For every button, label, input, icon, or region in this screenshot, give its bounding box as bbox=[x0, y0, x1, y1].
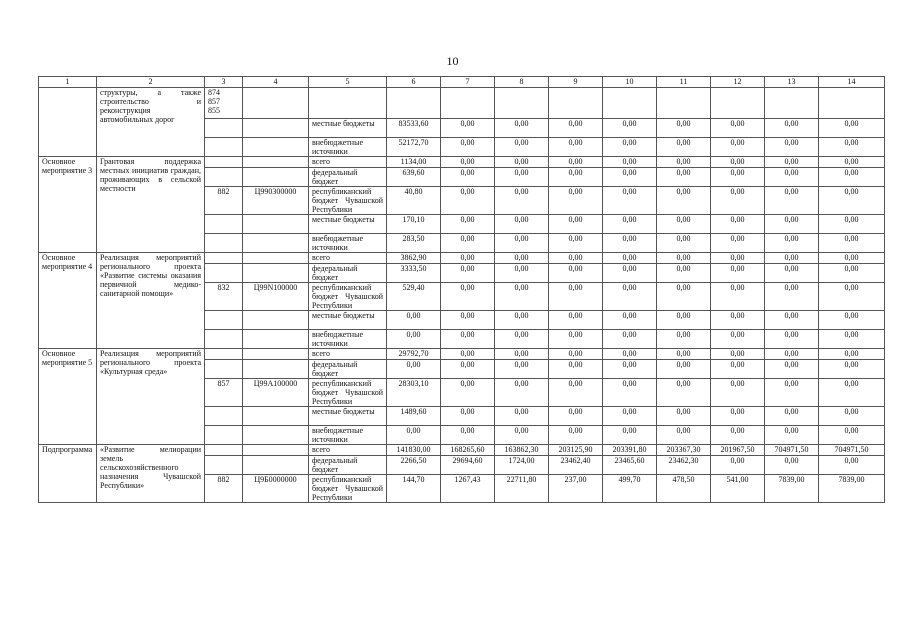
value-cell: 0,00 bbox=[819, 379, 885, 407]
budget-code-cell: 857 bbox=[205, 379, 243, 407]
event-name-cell: «Развитие мелиорации земель сельскохозяйственного назначения Чувашской Республики» bbox=[97, 445, 205, 503]
value-cell bbox=[765, 88, 819, 119]
value-cell: 0,00 bbox=[711, 330, 765, 349]
budget-code: 855 bbox=[208, 106, 220, 115]
value-cell: 0,00 bbox=[603, 253, 657, 264]
page-number: 10 bbox=[446, 54, 459, 68]
value-cell: 0,00 bbox=[711, 456, 765, 475]
value-cell: 0,00 bbox=[657, 215, 711, 234]
value-cell: 0,00 bbox=[711, 349, 765, 360]
value-cell: 0,00 bbox=[495, 187, 549, 215]
value-cell: 0,00 bbox=[711, 253, 765, 264]
source-cell: внебюджетные источники bbox=[309, 138, 387, 157]
source-cell: местные бюджеты bbox=[309, 407, 387, 426]
value-cell: 0,00 bbox=[603, 407, 657, 426]
value-cell: 23465,60 bbox=[603, 456, 657, 475]
value-cell: 0,00 bbox=[711, 187, 765, 215]
source-cell: местные бюджеты bbox=[309, 311, 387, 330]
value-cell: 0,00 bbox=[657, 138, 711, 157]
value-cell: 1267,43 bbox=[441, 475, 495, 503]
target-code-cell bbox=[243, 253, 309, 264]
column-number: 1 bbox=[39, 77, 97, 88]
value-cell: 0,00 bbox=[549, 330, 603, 349]
value-cell: 0,00 bbox=[765, 264, 819, 283]
value-cell: 0,00 bbox=[549, 407, 603, 426]
value-cell bbox=[495, 88, 549, 119]
value-cell: 0,00 bbox=[549, 234, 603, 253]
value-cell: 639,60 bbox=[387, 168, 441, 187]
value-cell: 0,00 bbox=[549, 349, 603, 360]
value-cell: 7839,00 bbox=[765, 475, 819, 503]
target-code-cell bbox=[243, 407, 309, 426]
target-code-cell bbox=[243, 330, 309, 349]
source-cell: внебюджетные источники bbox=[309, 234, 387, 253]
column-number: 7 bbox=[441, 77, 495, 88]
value-cell: 0,00 bbox=[657, 407, 711, 426]
value-cell: 0,00 bbox=[765, 157, 819, 168]
value-cell: 704971,50 bbox=[819, 445, 885, 456]
value-cell: 704971,50 bbox=[765, 445, 819, 456]
value-cell: 0,00 bbox=[765, 426, 819, 445]
source-cell: республиканский бюджет Чувашской Республики bbox=[309, 283, 387, 311]
target-code-cell bbox=[243, 349, 309, 360]
value-cell: 0,00 bbox=[495, 311, 549, 330]
value-cell: 23462,30 bbox=[657, 456, 711, 475]
event-name-cell: Реализация мероприятий регионального проекта «Культурная среда» bbox=[97, 349, 205, 445]
value-cell bbox=[549, 88, 603, 119]
target-code-cell bbox=[243, 456, 309, 475]
budget-table bbox=[38, 76, 885, 503]
value-cell: 29694,60 bbox=[441, 456, 495, 475]
value-cell: 0,00 bbox=[495, 264, 549, 283]
value-cell: 0,00 bbox=[657, 157, 711, 168]
table-body bbox=[39, 88, 885, 503]
value-cell: 0,00 bbox=[657, 330, 711, 349]
event-type-cell: Основное мероприятие 5 bbox=[39, 349, 97, 445]
value-cell: 0,00 bbox=[495, 379, 549, 407]
budget-code-cell bbox=[205, 138, 243, 157]
target-code-cell bbox=[243, 157, 309, 168]
value-cell: 0,00 bbox=[819, 311, 885, 330]
value-cell: 0,00 bbox=[549, 168, 603, 187]
value-cell: 0,00 bbox=[711, 168, 765, 187]
column-number: 2 bbox=[97, 77, 205, 88]
value-cell: 0,00 bbox=[441, 264, 495, 283]
value-cell: 0,00 bbox=[657, 264, 711, 283]
target-code-cell: Ц99N100000 bbox=[243, 283, 309, 311]
event-type-cell: Основное мероприятие 4 bbox=[39, 253, 97, 349]
value-cell: 0,00 bbox=[603, 157, 657, 168]
target-code-cell bbox=[243, 119, 309, 138]
source-cell: внебюджетные источники bbox=[309, 426, 387, 445]
column-number: 5 bbox=[309, 77, 387, 88]
source-cell: внебюджетные источники bbox=[309, 330, 387, 349]
value-cell: 0,00 bbox=[549, 360, 603, 379]
event-type-cell bbox=[39, 88, 97, 157]
value-cell: 0,00 bbox=[765, 187, 819, 215]
budget-code-cell bbox=[205, 330, 243, 349]
budget-code-cell bbox=[205, 157, 243, 168]
value-cell: 0,00 bbox=[711, 379, 765, 407]
value-cell: 0,00 bbox=[495, 168, 549, 187]
value-cell: 0,00 bbox=[603, 187, 657, 215]
target-code-cell bbox=[243, 360, 309, 379]
value-cell: 0,00 bbox=[657, 168, 711, 187]
value-cell: 0,00 bbox=[765, 349, 819, 360]
budget-code-cell bbox=[205, 426, 243, 445]
value-cell: 0,00 bbox=[387, 330, 441, 349]
target-code-cell bbox=[243, 426, 309, 445]
value-cell: 0,00 bbox=[495, 215, 549, 234]
column-number: 14 bbox=[819, 77, 885, 88]
value-cell: 0,00 bbox=[711, 234, 765, 253]
target-code-cell: Ц990300000 bbox=[243, 187, 309, 215]
value-cell: 0,00 bbox=[765, 360, 819, 379]
column-number: 9 bbox=[549, 77, 603, 88]
value-cell: 0,00 bbox=[603, 215, 657, 234]
value-cell: 168265,60 bbox=[441, 445, 495, 456]
value-cell: 0,00 bbox=[495, 157, 549, 168]
value-cell: 3862,90 bbox=[387, 253, 441, 264]
value-cell: 0,00 bbox=[441, 168, 495, 187]
source-cell: федеральный бюджет bbox=[309, 264, 387, 283]
budget-code-cell: 882 bbox=[205, 475, 243, 503]
source-cell: местные бюджеты bbox=[309, 119, 387, 138]
value-cell: 0,00 bbox=[441, 330, 495, 349]
value-cell: 0,00 bbox=[819, 456, 885, 475]
value-cell bbox=[387, 88, 441, 119]
value-cell: 0,00 bbox=[711, 407, 765, 426]
value-cell: 0,00 bbox=[711, 157, 765, 168]
value-cell: 0,00 bbox=[603, 119, 657, 138]
budget-code-cell bbox=[205, 407, 243, 426]
target-code-cell bbox=[243, 215, 309, 234]
budget-code-cell bbox=[205, 215, 243, 234]
value-cell: 0,00 bbox=[657, 379, 711, 407]
value-cell: 29792,70 bbox=[387, 349, 441, 360]
budget-code-cell: 882 bbox=[205, 187, 243, 215]
value-cell: 0,00 bbox=[441, 379, 495, 407]
target-code-cell bbox=[243, 445, 309, 456]
value-cell: 0,00 bbox=[819, 330, 885, 349]
source-cell: федеральный бюджет bbox=[309, 456, 387, 475]
target-code-cell bbox=[243, 168, 309, 187]
value-cell: 0,00 bbox=[819, 407, 885, 426]
value-cell: 0,00 bbox=[711, 311, 765, 330]
value-cell: 0,00 bbox=[711, 138, 765, 157]
value-cell: 0,00 bbox=[603, 360, 657, 379]
budget-code-cell bbox=[205, 88, 243, 119]
value-cell: 0,00 bbox=[603, 311, 657, 330]
value-cell: 0,00 bbox=[441, 283, 495, 311]
value-cell: 203367,30 bbox=[657, 445, 711, 456]
value-cell: 52172,70 bbox=[387, 138, 441, 157]
value-cell: 201967,50 bbox=[711, 445, 765, 456]
budget-code: 874 bbox=[208, 88, 220, 97]
event-type-cell: Основное мероприятие 3 bbox=[39, 157, 97, 253]
column-number-row bbox=[39, 77, 885, 88]
value-cell: 7839,00 bbox=[819, 475, 885, 503]
budget-code-cell bbox=[205, 349, 243, 360]
value-cell: 0,00 bbox=[387, 426, 441, 445]
value-cell: 0,00 bbox=[603, 138, 657, 157]
column-number: 10 bbox=[603, 77, 657, 88]
value-cell: 0,00 bbox=[711, 426, 765, 445]
column-number: 13 bbox=[765, 77, 819, 88]
value-cell: 0,00 bbox=[657, 360, 711, 379]
value-cell: 0,00 bbox=[441, 426, 495, 445]
source-cell: республиканский бюджет Чувашской Республики bbox=[309, 475, 387, 503]
value-cell: 141830,00 bbox=[387, 445, 441, 456]
source-cell: федеральный бюджет bbox=[309, 360, 387, 379]
source-cell: местные бюджеты bbox=[309, 215, 387, 234]
value-cell bbox=[819, 88, 885, 119]
budget-code-cell bbox=[205, 264, 243, 283]
value-cell: 83533,60 bbox=[387, 119, 441, 138]
column-number: 3 bbox=[205, 77, 243, 88]
value-cell: 0,00 bbox=[711, 215, 765, 234]
budget-code-cell bbox=[205, 234, 243, 253]
value-cell: 0,00 bbox=[765, 407, 819, 426]
table-row bbox=[39, 157, 885, 168]
source-cell: всего bbox=[309, 157, 387, 168]
value-cell: 0,00 bbox=[819, 360, 885, 379]
source-cell: всего bbox=[309, 349, 387, 360]
value-cell: 0,00 bbox=[819, 138, 885, 157]
value-cell: 0,00 bbox=[765, 119, 819, 138]
value-cell: 237,00 bbox=[549, 475, 603, 503]
value-cell: 0,00 bbox=[711, 264, 765, 283]
value-cell: 0,00 bbox=[603, 349, 657, 360]
value-cell: 0,00 bbox=[819, 349, 885, 360]
target-code-cell bbox=[243, 311, 309, 330]
value-cell: 0,00 bbox=[495, 234, 549, 253]
source-cell: республиканский бюджет Чувашской Республики bbox=[309, 379, 387, 407]
value-cell: 0,00 bbox=[657, 234, 711, 253]
source-cell: федеральный бюджет bbox=[309, 168, 387, 187]
target-code-cell bbox=[243, 88, 309, 119]
value-cell: 28303,10 bbox=[387, 379, 441, 407]
value-cell: 0,00 bbox=[495, 407, 549, 426]
target-code-cell: Ц9Б0000000 bbox=[243, 475, 309, 503]
value-cell: 0,00 bbox=[441, 119, 495, 138]
value-cell: 0,00 bbox=[549, 426, 603, 445]
value-cell bbox=[603, 88, 657, 119]
budget-code-cell bbox=[205, 456, 243, 475]
target-code-cell bbox=[243, 264, 309, 283]
column-number: 4 bbox=[243, 77, 309, 88]
value-cell: 0,00 bbox=[603, 283, 657, 311]
event-name-cell: структуры, а также строительство и реконструкция автомобильных дорог bbox=[97, 88, 205, 157]
value-cell: 0,00 bbox=[819, 426, 885, 445]
value-cell: 0,00 bbox=[765, 283, 819, 311]
value-cell: 0,00 bbox=[603, 234, 657, 253]
value-cell: 0,00 bbox=[549, 311, 603, 330]
value-cell bbox=[657, 88, 711, 119]
target-code-cell bbox=[243, 234, 309, 253]
value-cell: 0,00 bbox=[549, 253, 603, 264]
budget-code-cell bbox=[205, 445, 243, 456]
value-cell: 0,00 bbox=[819, 253, 885, 264]
value-cell: 0,00 bbox=[819, 187, 885, 215]
value-cell: 0,00 bbox=[657, 119, 711, 138]
value-cell: 0,00 bbox=[765, 311, 819, 330]
value-cell: 0,00 bbox=[495, 360, 549, 379]
value-cell: 0,00 bbox=[441, 349, 495, 360]
value-cell: 0,00 bbox=[549, 379, 603, 407]
target-code-cell bbox=[243, 138, 309, 157]
value-cell: 0,00 bbox=[657, 311, 711, 330]
column-number: 12 bbox=[711, 77, 765, 88]
value-cell: 529,40 bbox=[387, 283, 441, 311]
value-cell: 0,00 bbox=[441, 360, 495, 379]
event-type-cell: Подпрограмма bbox=[39, 445, 97, 503]
budget-code-cell bbox=[205, 119, 243, 138]
source-cell: всего bbox=[309, 445, 387, 456]
value-cell: 0,00 bbox=[495, 253, 549, 264]
value-cell: 0,00 bbox=[765, 138, 819, 157]
value-cell: 203125,90 bbox=[549, 445, 603, 456]
table-row bbox=[39, 88, 885, 119]
value-cell: 0,00 bbox=[657, 283, 711, 311]
value-cell: 0,00 bbox=[441, 234, 495, 253]
value-cell: 22711,80 bbox=[495, 475, 549, 503]
value-cell: 23462,40 bbox=[549, 456, 603, 475]
budget-code-cell bbox=[205, 360, 243, 379]
value-cell: 0,00 bbox=[819, 119, 885, 138]
column-number: 8 bbox=[495, 77, 549, 88]
value-cell: 478,50 bbox=[657, 475, 711, 503]
value-cell: 0,00 bbox=[819, 283, 885, 311]
source-cell: всего bbox=[309, 253, 387, 264]
value-cell: 0,00 bbox=[441, 157, 495, 168]
value-cell: 203391,80 bbox=[603, 445, 657, 456]
budget-code-cell bbox=[205, 253, 243, 264]
value-cell: 0,00 bbox=[603, 426, 657, 445]
value-cell: 0,00 bbox=[549, 157, 603, 168]
value-cell: 0,00 bbox=[549, 187, 603, 215]
value-cell: 0,00 bbox=[765, 330, 819, 349]
value-cell: 0,00 bbox=[441, 187, 495, 215]
column-number: 6 bbox=[387, 77, 441, 88]
value-cell: 0,00 bbox=[495, 138, 549, 157]
value-cell: 0,00 bbox=[603, 168, 657, 187]
value-cell: 0,00 bbox=[441, 407, 495, 426]
source-cell: республиканский бюджет Чувашской Республики bbox=[309, 187, 387, 215]
value-cell: 40,80 bbox=[387, 187, 441, 215]
value-cell: 0,00 bbox=[441, 138, 495, 157]
value-cell: 0,00 bbox=[603, 330, 657, 349]
budget-code: 857 bbox=[208, 97, 220, 106]
value-cell: 1724,00 bbox=[495, 456, 549, 475]
value-cell: 0,00 bbox=[441, 253, 495, 264]
value-cell: 0,00 bbox=[549, 264, 603, 283]
value-cell: 0,00 bbox=[387, 311, 441, 330]
value-cell: 0,00 bbox=[765, 168, 819, 187]
table-row bbox=[39, 445, 885, 456]
value-cell: 2266,50 bbox=[387, 456, 441, 475]
target-code-cell: Ц99А100000 bbox=[243, 379, 309, 407]
value-cell: 499,70 bbox=[603, 475, 657, 503]
value-cell: 0,00 bbox=[819, 215, 885, 234]
value-cell: 1134,00 bbox=[387, 157, 441, 168]
column-number: 11 bbox=[657, 77, 711, 88]
value-cell: 0,00 bbox=[549, 215, 603, 234]
value-cell: 0,00 bbox=[387, 360, 441, 379]
value-cell: 0,00 bbox=[765, 234, 819, 253]
value-cell: 0,00 bbox=[711, 360, 765, 379]
budget-code-cell bbox=[205, 168, 243, 187]
value-cell: 0,00 bbox=[549, 138, 603, 157]
value-cell: 0,00 bbox=[495, 330, 549, 349]
value-cell: 144,70 bbox=[387, 475, 441, 503]
budget-code-cell bbox=[205, 311, 243, 330]
value-cell: 0,00 bbox=[495, 426, 549, 445]
value-cell: 0,00 bbox=[819, 234, 885, 253]
value-cell: 0,00 bbox=[765, 253, 819, 264]
value-cell: 0,00 bbox=[495, 349, 549, 360]
value-cell: 0,00 bbox=[765, 456, 819, 475]
value-cell: 0,00 bbox=[441, 311, 495, 330]
value-cell: 0,00 bbox=[441, 215, 495, 234]
value-cell: 0,00 bbox=[765, 215, 819, 234]
source-cell bbox=[309, 88, 387, 119]
value-cell: 0,00 bbox=[711, 283, 765, 311]
event-name-cell: Грантовая поддержка местных инициатив граждан, проживающих в сельской местности bbox=[97, 157, 205, 253]
value-cell: 1489,60 bbox=[387, 407, 441, 426]
value-cell: 0,00 bbox=[657, 426, 711, 445]
event-name-cell: Реализация мероприятий регионального проекта «Развитие системы оказания первичной медико-санитарной помощи» bbox=[97, 253, 205, 349]
value-cell: 0,00 bbox=[657, 349, 711, 360]
value-cell: 0,00 bbox=[657, 253, 711, 264]
value-cell: 0,00 bbox=[819, 157, 885, 168]
value-cell: 541,00 bbox=[711, 475, 765, 503]
value-cell: 0,00 bbox=[765, 379, 819, 407]
budget-code-cell: 832 bbox=[205, 283, 243, 311]
value-cell: 0,00 bbox=[819, 264, 885, 283]
value-cell: 0,00 bbox=[549, 119, 603, 138]
value-cell: 170,10 bbox=[387, 215, 441, 234]
value-cell bbox=[441, 88, 495, 119]
value-cell: 163862,30 bbox=[495, 445, 549, 456]
value-cell: 0,00 bbox=[711, 119, 765, 138]
value-cell: 3333,50 bbox=[387, 264, 441, 283]
value-cell: 0,00 bbox=[603, 379, 657, 407]
table-row bbox=[39, 253, 885, 264]
value-cell: 0,00 bbox=[819, 168, 885, 187]
table-row bbox=[39, 349, 885, 360]
value-cell: 0,00 bbox=[495, 119, 549, 138]
value-cell: 0,00 bbox=[549, 283, 603, 311]
value-cell: 0,00 bbox=[657, 187, 711, 215]
value-cell: 0,00 bbox=[603, 264, 657, 283]
value-cell: 283,50 bbox=[387, 234, 441, 253]
value-cell: 0,00 bbox=[495, 283, 549, 311]
value-cell bbox=[711, 88, 765, 119]
